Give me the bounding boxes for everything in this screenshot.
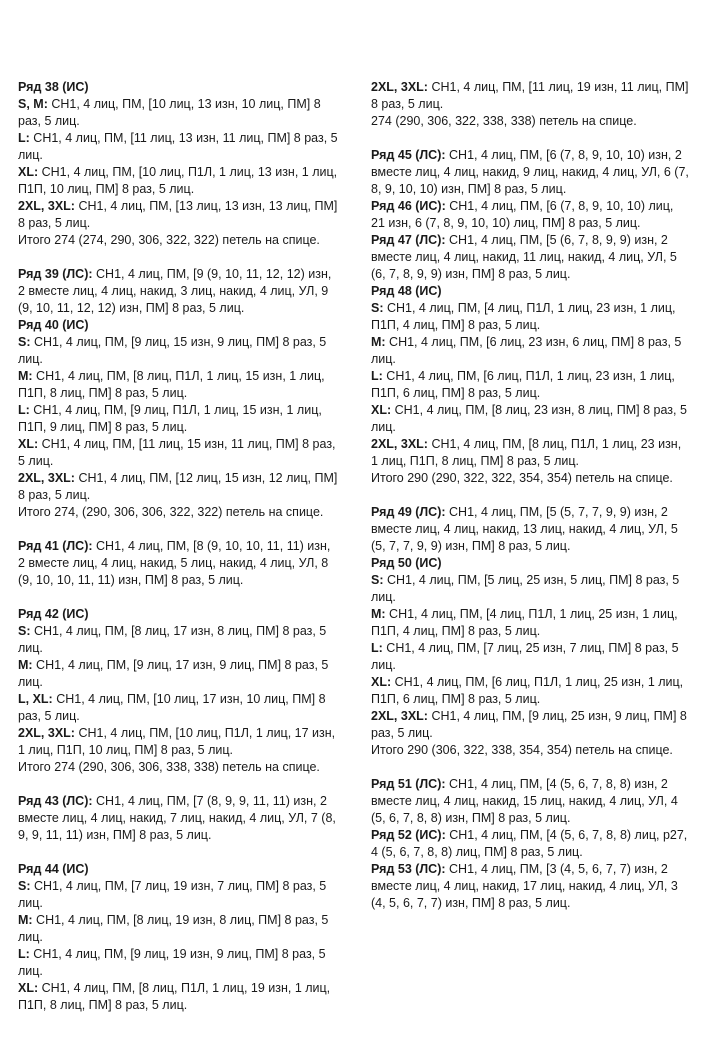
instruction-text: СН1, 4 лиц, ПМ, [8 (9, 10, 10, 11, 11) изн, 2 вместе лиц, 4 лиц, накид, 5 лиц, накид, 4 лиц, УЛ, 8 (9, 10, 10, 11, 11) изн, ПМ] 8 раз, 5 лиц. xyxy=(18,539,331,587)
instruction-line xyxy=(18,623,340,657)
instruction-line xyxy=(371,640,689,674)
instruction-line xyxy=(18,759,340,776)
instruction-line xyxy=(18,878,340,912)
size-label: L: xyxy=(371,369,383,383)
paragraph-gap xyxy=(371,487,689,504)
instruction-text: СН1, 4 лиц, ПМ, [3 (4, 5, 6, 7, 7) изн, 2 вместе лиц, 4 лиц, накид, 17 лиц, накид, 4 лиц, УЛ, 3 (4, 5, 6, 7, 7) изн, ПМ] 8 раз, 5 лиц. xyxy=(371,862,678,910)
size-label: S: xyxy=(371,573,384,587)
instruction-line xyxy=(18,980,340,1014)
instruction-text: СН1, 4 лиц, ПМ, [8 лиц, 19 изн, 8 лиц, ПМ] 8 раз, 5 лиц. xyxy=(18,913,329,944)
instruction-line xyxy=(18,232,340,249)
size-label: 2XL, 3XL: xyxy=(18,471,75,485)
instruction-line xyxy=(371,572,689,606)
row-heading xyxy=(371,283,689,300)
instruction-line xyxy=(18,691,340,725)
instruction-text: СН1, 4 лиц, ПМ, [7 лиц, 19 изн, 7 лиц, ПМ] 8 раз, 5 лиц. xyxy=(18,879,327,910)
instruction-line xyxy=(371,708,689,742)
instruction-text: СН1, 4 лиц, ПМ, [8 лиц, 23 изн, 8 лиц, ПМ] 8 раз, 5 лиц. xyxy=(371,403,687,434)
size-label: S, M: xyxy=(18,97,48,111)
instruction-line xyxy=(18,657,340,691)
instruction-line xyxy=(371,861,689,912)
size-label: M: xyxy=(18,369,33,383)
instruction-text: СН1, 4 лиц, ПМ, [5 (5, 7, 7, 9, 9) изн, 2 вместе лиц, 4 лиц, накид, 13 лиц, накид, 4 лиц, УЛ, 5 (5, 7, 7, 9, 9) изн, ПМ] 8 раз, 5 лиц. xyxy=(371,505,678,553)
instruction-text: СН1, 4 лиц, ПМ, [11 лиц, 15 изн, 11 лиц, ПМ] 8 раз, 5 лиц. xyxy=(18,437,336,468)
size-label: Ряд 48 (ИС) xyxy=(371,284,442,298)
paragraph-gap xyxy=(18,521,340,538)
instruction-text: СН1, 4 лиц, ПМ, [7 (8, 9, 9, 11, 11) изн, 2 вместе лиц, 4 лиц, накид, 7 лиц, накид, 4 лиц, УЛ, 7 (8, 9, 9, 11, 11) изн, ПМ] 8 раз, 5 лиц. xyxy=(18,794,336,842)
paragraph-gap xyxy=(18,249,340,266)
paragraph-gap xyxy=(18,589,340,606)
size-label: M: xyxy=(18,913,33,927)
instruction-line xyxy=(371,300,689,334)
instruction-line xyxy=(371,674,689,708)
instruction-text: СН1, 4 лиц, ПМ, [9 лиц, 25 изн, 9 лиц, ПМ] 8 раз, 5 лиц. xyxy=(371,709,687,740)
instruction-text: СН1, 4 лиц, ПМ, [12 лиц, 15 изн, 12 лиц, ПМ] 8 раз, 5 лиц. xyxy=(18,471,338,502)
instruction-line xyxy=(18,793,340,844)
instruction-text: СН1, 4 лиц, ПМ, [7 лиц, 25 изн, 7 лиц, ПМ] 8 раз, 5 лиц. xyxy=(371,641,679,672)
instruction-line xyxy=(18,96,340,130)
instruction-line xyxy=(18,334,340,368)
row-heading xyxy=(18,317,340,334)
instruction-line xyxy=(371,606,689,640)
paragraph-gap xyxy=(371,759,689,776)
instruction-text: 274 (290, 306, 322, 338, 338) петель на спице. xyxy=(371,114,637,128)
instruction-text: Итого 290 (306, 322, 338, 354, 354) петель на спице. xyxy=(371,743,673,757)
instruction-line xyxy=(18,946,340,980)
size-label: Ряд 52 (ИС): xyxy=(371,828,446,842)
instruction-line xyxy=(371,436,689,470)
instruction-text: СН1, 4 лиц, ПМ, [6 (7, 8, 9, 10, 10) лиц, 21 изн, 6 (7, 8, 9, 10, 10) лиц, ПМ] 8 раз, 5 лиц. xyxy=(371,199,674,230)
size-label: XL: xyxy=(18,437,39,451)
instruction-line xyxy=(18,504,340,521)
paragraph-gap xyxy=(371,130,689,147)
row-heading xyxy=(18,79,340,96)
instruction-text: СН1, 4 лиц, ПМ, [5 (6, 7, 8, 9, 9) изн, 2 вместе лиц, 4 лиц, накид, 11 лиц, накид, 4 лиц, УЛ, 5 (6, 7, 8, 9, 9) изн, ПМ] 8 раз, 5 лиц. xyxy=(371,233,677,281)
size-label: Ряд 46 (ИС): xyxy=(371,199,446,213)
size-label: S: xyxy=(18,624,31,638)
instruction-line xyxy=(18,436,340,470)
size-label: Ряд 45 (ЛС): xyxy=(371,148,446,162)
size-label: L: xyxy=(18,403,30,417)
instruction-text: СН1, 4 лиц, ПМ, [10 лиц, П1Л, 1 лиц, 13 изн, 1 лиц, П1П, 10 лиц, ПМ] 8 раз, 5 лиц. xyxy=(18,165,338,196)
size-label: Ряд 39 (ЛС): xyxy=(18,267,93,281)
size-label: M: xyxy=(371,607,386,621)
size-label: L, XL: xyxy=(18,692,53,706)
instruction-text: СН1, 4 лиц, ПМ, [11 лиц, 19 изн, 11 лиц, ПМ] 8 раз, 5 лиц. xyxy=(371,80,689,111)
instruction-line xyxy=(18,538,340,589)
instruction-line xyxy=(371,113,689,130)
size-label: Ряд 38 (ИС) xyxy=(18,80,89,94)
size-label: Ряд 40 (ИС) xyxy=(18,318,89,332)
size-label: 2XL, 3XL: xyxy=(18,726,75,740)
instruction-text: Итого 274, (290, 306, 306, 322, 322) петель на спице. xyxy=(18,505,324,519)
size-label: XL: xyxy=(371,675,392,689)
instruction-line xyxy=(18,725,340,759)
instruction-text: СН1, 4 лиц, ПМ, [8 лиц, П1Л, 1 лиц, 23 изн, 1 лиц, П1П, 8 лиц, ПМ] 8 раз, 5 лиц. xyxy=(371,437,682,468)
instruction-line xyxy=(371,827,689,861)
size-label: L: xyxy=(18,947,30,961)
instruction-line xyxy=(18,164,340,198)
size-label: 2XL, 3XL: xyxy=(371,437,428,451)
instruction-text: СН1, 4 лиц, ПМ, [13 лиц, 13 изн, 13 лиц, ПМ] 8 раз, 5 лиц. xyxy=(18,199,338,230)
instruction-text: СН1, 4 лиц, ПМ, [10 лиц, П1Л, 1 лиц, 17 изн, 1 лиц, П1П, 10 лиц, ПМ] 8 раз, 5 лиц. xyxy=(18,726,336,757)
instruction-line xyxy=(371,504,689,555)
instruction-line xyxy=(371,334,689,368)
instruction-text: Итого 274 (290, 306, 306, 338, 338) петель на спице. xyxy=(18,760,320,774)
size-label: Ряд 51 (ЛС): xyxy=(371,777,446,791)
instruction-line xyxy=(371,776,689,827)
instruction-text: СН1, 4 лиц, ПМ, [9 лиц, 17 изн, 9 лиц, ПМ] 8 раз, 5 лиц. xyxy=(18,658,329,689)
size-label: XL: xyxy=(371,403,392,417)
instruction-text: СН1, 4 лиц, ПМ, [9 (9, 10, 11, 12, 12) изн, 2 вместе лиц, 4 лиц, накид, 3 лиц, накид, 4 лиц, УЛ, 9 (9, 10, 11, 12, 12) изн, ПМ] 8 раз, 5 лиц. xyxy=(18,267,332,315)
instruction-line xyxy=(371,79,689,113)
size-label: L: xyxy=(371,641,383,655)
instruction-line xyxy=(18,130,340,164)
size-label: Ряд 43 (ЛС): xyxy=(18,794,93,808)
instruction-text: СН1, 4 лиц, ПМ, [8 лиц, П1Л, 1 лиц, 19 изн, 1 лиц, П1П, 8 лиц, ПМ] 8 раз, 5 лиц. xyxy=(18,981,331,1012)
size-label: XL: xyxy=(18,981,39,995)
instruction-line xyxy=(371,368,689,402)
instruction-text: СН1, 4 лиц, ПМ, [10 лиц, 13 изн, 10 лиц, ПМ] 8 раз, 5 лиц. xyxy=(18,97,321,128)
instruction-line xyxy=(371,198,689,232)
instruction-text: СН1, 4 лиц, ПМ, [9 лиц, 19 изн, 9 лиц, ПМ] 8 раз, 5 лиц. xyxy=(18,947,326,978)
size-label: M: xyxy=(18,658,33,672)
instruction-text: СН1, 4 лиц, ПМ, [4 лиц, П1Л, 1 лиц, 25 изн, 1 лиц, П1П, 4 лиц, ПМ] 8 раз, 5 лиц. xyxy=(371,607,678,638)
instruction-text: СН1, 4 лиц, ПМ, [9 лиц, 15 изн, 9 лиц, ПМ] 8 раз, 5 лиц. xyxy=(18,335,327,366)
instruction-text: СН1, 4 лиц, ПМ, [10 лиц, 17 изн, 10 лиц, ПМ] 8 раз, 5 лиц. xyxy=(18,692,326,723)
paragraph-gap xyxy=(18,776,340,793)
size-label: S: xyxy=(371,301,384,315)
paragraph-gap xyxy=(18,844,340,861)
left-column xyxy=(18,79,340,1014)
instruction-text: СН1, 4 лиц, ПМ, [4 (5, 6, 7, 8, 8) изн, 2 вместе лиц, 4 лиц, накид, 15 лиц, накид, 4 лиц, УЛ, 4 (5, 6, 7, 8, 8) изн, ПМ] 8 раз, 5 лиц. xyxy=(371,777,678,825)
size-label: Ряд 41 (ЛС): xyxy=(18,539,93,553)
instruction-line xyxy=(18,912,340,946)
size-label: Ряд 53 (ЛС): xyxy=(371,862,446,876)
size-label: Ряд 42 (ИС) xyxy=(18,607,89,621)
instruction-text: СН1, 4 лиц, ПМ, [8 лиц, 17 изн, 8 лиц, ПМ] 8 раз, 5 лиц. xyxy=(18,624,327,655)
size-label: Ряд 49 (ЛС): xyxy=(371,505,446,519)
right-column xyxy=(371,79,689,912)
size-label: Ряд 50 (ИС) xyxy=(371,556,442,570)
instruction-line xyxy=(371,232,689,283)
size-label: XL: xyxy=(18,165,39,179)
size-label: S: xyxy=(18,879,31,893)
instruction-line xyxy=(371,470,689,487)
instruction-line xyxy=(18,368,340,402)
size-label: Ряд 47 (ЛС): xyxy=(371,233,446,247)
instruction-text: СН1, 4 лиц, ПМ, [5 лиц, 25 изн, 5 лиц, ПМ] 8 раз, 5 лиц. xyxy=(371,573,680,604)
instruction-text: СН1, 4 лиц, ПМ, [11 лиц, 13 изн, 11 лиц, ПМ] 8 раз, 5 лиц. xyxy=(18,131,338,162)
instruction-line xyxy=(18,198,340,232)
size-label: 2XL, 3XL: xyxy=(371,80,428,94)
instruction-text: СН1, 4 лиц, ПМ, [6 лиц, 23 изн, 6 лиц, ПМ] 8 раз, 5 лиц. xyxy=(371,335,682,366)
instruction-line xyxy=(371,742,689,759)
instruction-line xyxy=(18,402,340,436)
instruction-text: Итого 274 (274, 290, 306, 322, 322) петель на спице. xyxy=(18,233,320,247)
instruction-line xyxy=(371,402,689,436)
instruction-text: СН1, 4 лиц, ПМ, [6 лиц, П1Л, 1 лиц, 23 изн, 1 лиц, П1П, 6 лиц, ПМ] 8 раз, 5 лиц. xyxy=(371,369,675,400)
instruction-text: СН1, 4 лиц, ПМ, [4 (5, 6, 7, 8, 8) лиц, р27, 4 (5, 6, 7, 8, 8) лиц, ПМ] 8 раз, 5 лиц. xyxy=(371,828,688,859)
row-heading xyxy=(371,555,689,572)
instruction-text: СН1, 4 лиц, ПМ, [6 лиц, П1Л, 1 лиц, 25 изн, 1 лиц, П1П, 6 лиц, ПМ] 8 раз, 5 лиц. xyxy=(371,675,684,706)
instruction-text: СН1, 4 лиц, ПМ, [4 лиц, П1Л, 1 лиц, 23 изн, 1 лиц, П1П, 4 лиц, ПМ] 8 раз, 5 лиц. xyxy=(371,301,676,332)
instruction-text: Итого 290 (290, 322, 322, 354, 354) петель на спице. xyxy=(371,471,673,485)
row-heading xyxy=(18,861,340,878)
size-label: 2XL, 3XL: xyxy=(18,199,75,213)
size-label: 2XL, 3XL: xyxy=(371,709,428,723)
instruction-text: СН1, 4 лиц, ПМ, [8 лиц, П1Л, 1 лиц, 15 изн, 1 лиц, П1П, 8 лиц, ПМ] 8 раз, 5 лиц. xyxy=(18,369,325,400)
size-label: Ряд 44 (ИС) xyxy=(18,862,89,876)
size-label: L: xyxy=(18,131,30,145)
instruction-line xyxy=(18,266,340,317)
size-label: S: xyxy=(18,335,31,349)
size-label: M: xyxy=(371,335,386,349)
instruction-text: СН1, 4 лиц, ПМ, [9 лиц, П1Л, 1 лиц, 15 изн, 1 лиц, П1П, 9 лиц, ПМ] 8 раз, 5 лиц. xyxy=(18,403,322,434)
row-heading xyxy=(18,606,340,623)
instruction-line xyxy=(371,147,689,198)
instruction-text: СН1, 4 лиц, ПМ, [6 (7, 8, 9, 10, 10) изн, 2 вместе лиц, 4 лиц, накид, 9 лиц, накид, 4 лиц, УЛ, 6 (7, 8, 9, 10, 10) изн, ПМ] 8 раз, 5 лиц. xyxy=(371,148,689,196)
instruction-line xyxy=(18,470,340,504)
